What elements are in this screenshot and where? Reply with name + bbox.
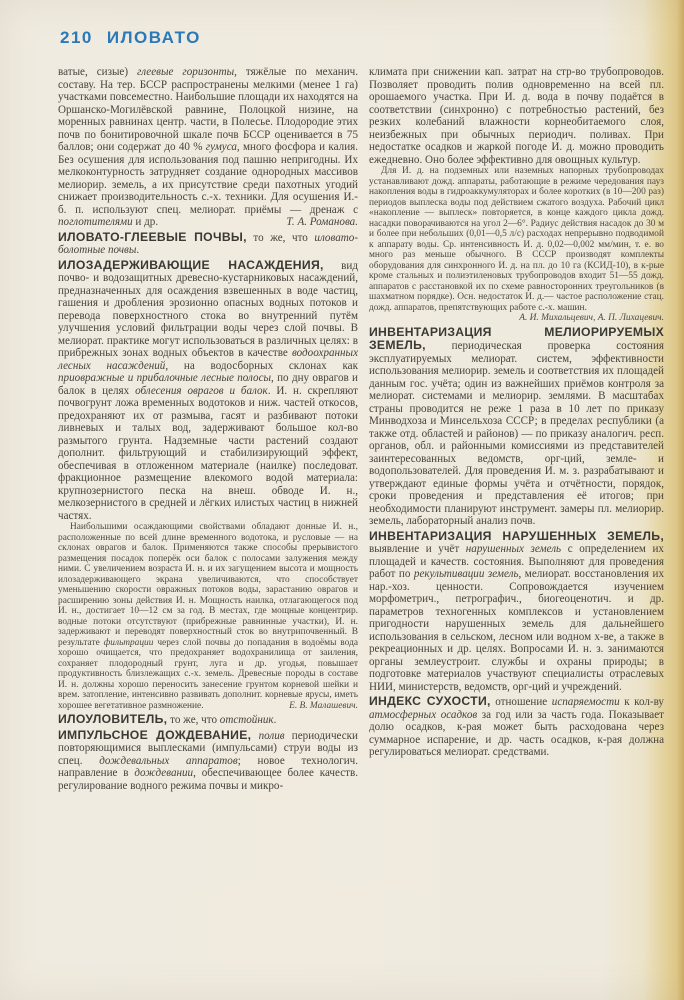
left-column bbox=[58, 66, 358, 792]
text-run: периодическая проверка состояния эксплуатируемых мелиорат. систем, эффективности использования мелиорир. земель и соответствия их площадей данным гос. учёта; один из важнейших приёмов контроля за мелиорат. системами и мелиорир. землями. В масштабах страны проводится не реже 1 раза в 10 лет по приказу Минводхоза и Минсельхоза СССР; в пределах республики (а также отд. областей и районов) — по приказу аналогич. респ. органов, обл. и районными комиссиями из представителей заинтересованных ведомств, орг-ций, земле- и водопользователей. Для проведения И. м. з. разрабатывают и утверждают единые формы учёта и отчётности, порядок, сроки проведения и представления её итогов; при необходимости планируют инструмент. замеры пл. мелиорир. земель, лабораторный анализ почв. bbox=[369, 340, 664, 527]
author-signature: А. И. Михальцевич, А. П. Лихацевич. bbox=[519, 313, 664, 323]
term-italic: рекультивации земель bbox=[413, 568, 519, 580]
term-italic: дождевальных аппаратов bbox=[99, 754, 238, 767]
term-italic: испаряемости bbox=[551, 696, 620, 708]
text-paragraph bbox=[58, 66, 358, 229]
entry-paragraph bbox=[369, 695, 664, 759]
text-run bbox=[251, 730, 258, 742]
entry-paragraph bbox=[369, 530, 664, 694]
text-run: . bbox=[273, 714, 277, 726]
running-title: ИЛОВАТО bbox=[106, 28, 201, 47]
entry-paragraph bbox=[58, 231, 358, 257]
term-italic: дождевании bbox=[134, 767, 194, 779]
entry-headword: ИЛОУЛОВИТЕЛЬ, bbox=[58, 712, 168, 726]
text-run: ; новое технологич. направление в bbox=[58, 754, 358, 779]
term-italic: нарушенных земель bbox=[465, 543, 562, 555]
author-signature: Т. А. Романова. bbox=[286, 216, 358, 228]
running-head bbox=[60, 28, 201, 48]
text-run: к кол-ву bbox=[619, 696, 664, 708]
text-run: за год или за часть года. Показывает долю осадков, к-рая может быть расходована через суммарное испарение, и др. часть осадков, к-рая должна регулироваться мелиорат. средствами. bbox=[369, 708, 664, 758]
text-run: климата при снижении кап. затрат на стр-во трубопроводов. Позволяет проводить полив одновременно на всей пл. орошаемого участка. При И. д. вода в почву подаётся в соответствии (синхронно) с потребностью растений, без резких колебаний влажности корнеобитаемого слоя, неизбежных при обычных периодич. поливах. При недостатке осадков и жаркой погоде И. д. можно проводить ежедневно. Оно более эффективно для овощных культур. bbox=[369, 66, 664, 166]
small-print-paragraph bbox=[58, 522, 358, 711]
text-run: вид почво- и водозащитных древесно-кустарниковых насаждений, предназначенных для осаждения взвешенных в воде частиц, гашения и дробления эрозионно опасных водных потоков и перевода поверхностного стока во внутренний путём улучшения условий фильтрации воды через слой почвы. В мелиорат. практике могут использоваться в различных целях: в прибрежных зонах водных объектов в качестве bbox=[58, 259, 358, 359]
entry-paragraph bbox=[58, 729, 358, 793]
text-run: ватые, сизые) bbox=[58, 66, 138, 78]
text-run: , на водосборных склонах как bbox=[165, 359, 358, 372]
text-run: . bbox=[136, 244, 140, 256]
term-italic: полив bbox=[258, 729, 285, 742]
small-print-paragraph bbox=[369, 166, 664, 324]
text-run: периодически повторяющимися выплесками (импульсами) струи воды из спец. bbox=[58, 729, 358, 767]
term-italic: глеевые горизонты bbox=[137, 66, 235, 78]
text-run: , много фосфора и калия. Без осушения для использования под пашню непригодны. Их мелкоконтурность затрудняет создание однородных массивов мелиорир. земель, а их присутствие среди пахотных угодий снижает производительность с.-х. техники. Для осушения И.-б. п. используют спец. мелиорат. приёмы — дренаж с bbox=[58, 141, 359, 216]
entry-headword: ИЛОЗАДЕРЖИВАЮЩИЕ НАСАЖДЕНИЯ, bbox=[58, 257, 324, 272]
entry-paragraph bbox=[58, 259, 358, 523]
term-italic: атмосферных осадков bbox=[369, 708, 478, 721]
term-italic: облесения оврагов и балок bbox=[135, 384, 268, 397]
right-column bbox=[369, 66, 664, 792]
text-run: , тяжёлые по механич. составу. На тер. БССР распространены мелкими (менее 1 га) участками повсеместно. Наибольшие площади их находятся на Оршанско-Могилёвской равнине, Полоцкой низине, на моренных равнинах центр. части, в Полесье. Плодородие этих почв по бонитировочной шкале почв БССР оценивается в 75 баллов; они содержат до 40 % bbox=[58, 66, 358, 153]
term-italic: поглотителями bbox=[58, 216, 133, 228]
text-columns bbox=[58, 66, 664, 792]
entry-headword: ИНВЕНТАРИЗАЦИЯ НАРУШЕННЫХ ЗЕМЕЛЬ, bbox=[369, 528, 664, 543]
entry-headword: ИНВЕНТАРИЗАЦИЯ МЕЛИОРИРУЕМЫХ ЗЕМЕЛЬ, bbox=[369, 324, 664, 352]
text-run: , обеспечивающее более качеств. регулирование водного режима почвы и микро- bbox=[58, 767, 358, 792]
term-italic: отстойник bbox=[219, 714, 274, 726]
page-edge-shadow bbox=[677, 0, 684, 1000]
text-run: с определением их площадей и качеств. состояния. Выполняют для проведения работ по bbox=[369, 543, 664, 580]
term-italic: иловато-болотные почвы bbox=[58, 231, 359, 256]
entry-headword: ИНДЕКС СУХОСТИ, bbox=[369, 694, 491, 708]
text-run: через слой почвы до попадания в водоёмы вода хорошо очищается, что предохраняет водохранилища от заиления, сохраняет плодородный грунт, луга и др. угодья, повышает продуктивность близлежащих с.-х. земель. Древесные породы в составе И. н. должны хорошо переносить занесение грунтом корневой шейки и врем. затопление, интенсивно развивать дополнит. корневые ярусы, иметь хорошее вегетативное размножение. bbox=[58, 637, 359, 711]
entry-paragraph bbox=[58, 713, 358, 727]
entry-paragraph bbox=[369, 326, 664, 528]
author-signature: Е. В. Малашевич. bbox=[289, 700, 358, 711]
text-run: Для И. д. на подземных или наземных напорных трубопроводах устанавливают дожд. аппараты, работающие в режиме чередования пауз накопления воды в гидроаккумуляторах и более коротких (в 10—200 раз) периодов выплеска воды под действием сжатого воздуха. Рабочий цикл «накопление — выплеск» повторяется, в конце каждого цикла дожд. насадки поворачиваются на угол 2—6°. Радиус действия насадок до 30 м и более при небольших (0,01—0,5 л/с) расходах непрерывно подводимой к аппарату воды. Ср. интенсивность И. д. 0,02—0,002 мм/мин, т. е. во много раз меньше обычного. В СССР производят комплекты оборудования для синхронного И. д. на пл. до 10 га (КСИД-10), в к-рые кроме стальных и полиэтиленовых трубопроводов входит 51—55 дожд. аппаратов с расстановкой их по схеме равносторонних треугольников (в шахматном порядке). Осн. недостаток И. д.— частое расположение стац. дожд. аппаратов, препятствующих работе с.-х. машин. bbox=[369, 166, 664, 313]
text-run: и др. bbox=[132, 216, 159, 228]
page-number: 210 bbox=[60, 28, 93, 47]
text-run: Наибольшими осаждающими свойствами обладают донные И. н., расположенные по всей длине временного водотока, и русловые — на склонах оврагов и балок. Применяются также способы прерывистого размещения посадок поперёк оси балок с полосами залужения между ними. С увеличением возраста И. н. и их загущением высота и мощность илозадерживающего экрана увеличиваются, что способствует уменьшению скорости овражных потоков воды, зарастанию оврагов и расширению зоны действия И. н. Мощность наилка, отлагающегося под И. н., достигает 10—12 см за год. В местах, где мощные концентрир. водные потоки отсутствуют (прибрежные равнинные участки), И. н. задерживают и переводят поверхностный сток во внутрипочвенный. В результате bbox=[58, 522, 358, 648]
term-italic: приовражные и прибалочные лесные полосы bbox=[58, 372, 272, 384]
text-run: то же, что bbox=[167, 714, 220, 726]
text-paragraph bbox=[369, 66, 664, 166]
text-run: , по дну оврагов и балок в целях bbox=[58, 372, 358, 397]
term-italic: гумуса bbox=[205, 141, 237, 153]
text-run: то же, что bbox=[246, 231, 315, 244]
text-run: , мелиорат. восстановления их нар.-хоз. ценности. Сопровождается изучением морфометрич., петрографич., биогеоценотич. и др. параметров техногенных комплексов и установлением пригодности нарушенных земель для дальнейшего использования в сельском, лесном или водном х-ве, а также в рекреационных и др. целях. Вопросами И. н. з. занимаются органы землеустроит. службы и охраны природы; в подготовке материалов участвуют специалисты отраслевых НИИ, министерств, ведомств, орг-ций и учреждений. bbox=[369, 568, 665, 693]
term-italic: фильтрации bbox=[103, 637, 154, 648]
entry-headword: ИЛОВАТО-ГЛЕЕВЫЕ ПОЧВЫ, bbox=[58, 229, 247, 244]
text-run: отношение bbox=[490, 696, 552, 708]
text-run: выявление и учёт bbox=[369, 543, 466, 555]
entry-headword: ИМПУЛЬСНОЕ ДОЖДЕВАНИЕ, bbox=[58, 727, 252, 742]
text-run: . И. н. скрепляют почвогрунт ложа временных водотоков и ниж. частей откосов, предохраняют их от размыва, гасят и разбивают потоки ливневых и талых вод, задерживают большое кол-во размытого грунта. Надземные части растений создают дополнит. фильтрующий и стабилизирующий эффект, обеспечивая в отложенном материале (наилке) последоват. фракционное размещение влекомого водой материала: крупнозернистого песка на внеш. обводе И. н., мелкозернистого в средней и лёгких илистых частиц в нижней частях. bbox=[58, 384, 358, 522]
term-italic: водоохранных лесных насаждений bbox=[58, 347, 358, 372]
